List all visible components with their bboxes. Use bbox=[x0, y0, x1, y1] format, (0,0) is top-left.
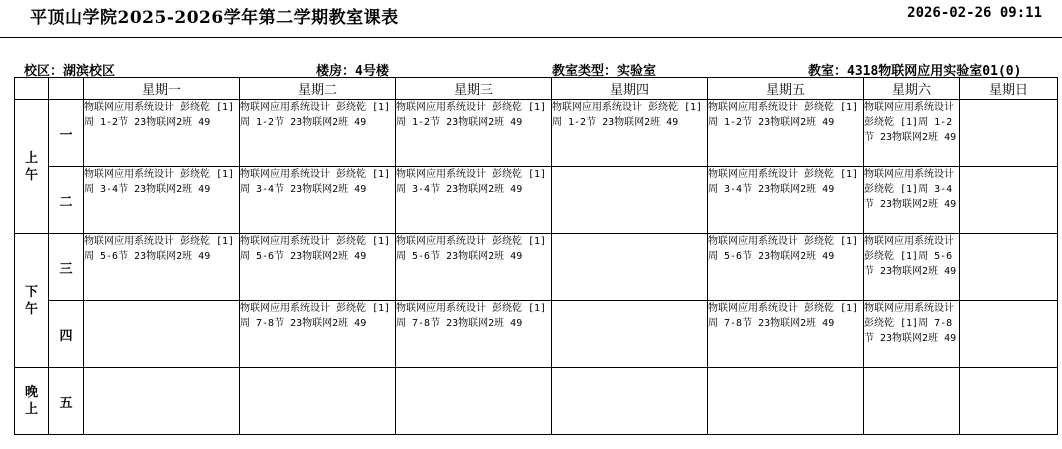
afternoon-group bbox=[15, 234, 49, 368]
course-cell: 物联网应用系统设计 彭绕乾 [1]周 5-6节 23物联网2班 49 bbox=[864, 234, 960, 301]
page-title: 平顶山学院2025-2026学年第二学期教室课表 bbox=[30, 8, 399, 28]
course-cell: 物联网应用系统设计 彭绕乾 [1]周 3-4节 23物联网2班 49 bbox=[396, 167, 552, 234]
day-header-row bbox=[15, 78, 1058, 100]
course-cell bbox=[864, 368, 960, 435]
room-label: 教室：4318物联网应用实验室01(0) bbox=[808, 64, 1022, 79]
course-cell: 物联网应用系统设计 彭绕乾 [1]周 5-6节 23物联网2班 49 bbox=[240, 234, 396, 301]
course-cell bbox=[960, 100, 1058, 167]
course-cell: 物联网应用系统设计 彭绕乾 [1]周 1-2节 23物联网2班 49 bbox=[84, 100, 240, 167]
group-char: 上 bbox=[24, 150, 38, 166]
period-row bbox=[15, 301, 1058, 368]
day-header: 星期三 bbox=[396, 78, 552, 100]
campus-label: 校区：湖滨校区 bbox=[24, 64, 116, 79]
course-cell bbox=[552, 301, 708, 368]
course-cell: 物联网应用系统设计 彭绕乾 [1]周 5-6节 23物联网2班 49 bbox=[708, 234, 864, 301]
period-label: 二 bbox=[49, 167, 84, 234]
building-label: 楼房：4号楼 bbox=[316, 64, 389, 79]
course-cell bbox=[396, 368, 552, 435]
course-cell: 物联网应用系统设计 彭绕乾 [1]周 1-2节 23物联网2班 49 bbox=[396, 100, 552, 167]
course-cell: 物联网应用系统设计 彭绕乾 [1]周 7-8节 23物联网2班 49 bbox=[864, 301, 960, 368]
group-char: 下 bbox=[24, 284, 38, 300]
period-row bbox=[15, 234, 1058, 301]
course-cell bbox=[552, 368, 708, 435]
course-cell: 物联网应用系统设计 彭绕乾 [1]周 5-6节 23物联网2班 49 bbox=[84, 234, 240, 301]
day-header: 星期二 bbox=[240, 78, 396, 100]
course-cell: 物联网应用系统设计 彭绕乾 [1]周 1-2节 23物联网2班 49 bbox=[552, 100, 708, 167]
course-cell bbox=[708, 368, 864, 435]
corner-cell bbox=[15, 78, 49, 100]
period-label: 三 bbox=[49, 234, 84, 301]
day-header: 星期一 bbox=[84, 78, 240, 100]
room-type-label: 教室类型：实验室 bbox=[552, 64, 657, 79]
period-row bbox=[15, 368, 1058, 435]
course-cell: 物联网应用系统设计 彭绕乾 [1]周 3-4节 23物联网2班 49 bbox=[240, 167, 396, 234]
course-cell: 物联网应用系统设计 彭绕乾 [1]周 7-8节 23物联网2班 49 bbox=[708, 301, 864, 368]
day-header: 星期六 bbox=[864, 78, 960, 100]
corner-cell bbox=[49, 78, 84, 100]
period-row bbox=[15, 100, 1058, 167]
course-cell bbox=[960, 234, 1058, 301]
course-cell bbox=[240, 368, 396, 435]
course-cell bbox=[552, 234, 708, 301]
course-cell: 物联网应用系统设计 彭绕乾 [1]周 5-6节 23物联网2班 49 bbox=[396, 234, 552, 301]
course-cell: 物联网应用系统设计 彭绕乾 [1]周 7-8节 23物联网2班 49 bbox=[240, 301, 396, 368]
day-header: 星期四 bbox=[552, 78, 708, 100]
course-cell bbox=[960, 368, 1058, 435]
period-label: 五 bbox=[49, 368, 84, 435]
course-cell: 物联网应用系统设计 彭绕乾 [1]周 7-8节 23物联网2班 49 bbox=[396, 301, 552, 368]
course-cell: 物联网应用系统设计 彭绕乾 [1]周 1-2节 23物联网2班 49 bbox=[864, 100, 960, 167]
course-cell bbox=[960, 301, 1058, 368]
course-cell bbox=[552, 167, 708, 234]
period-label: 一 bbox=[49, 100, 84, 167]
course-cell: 物联网应用系统设计 彭绕乾 [1]周 3-4节 23物联网2班 49 bbox=[708, 167, 864, 234]
period-label: 四 bbox=[49, 301, 84, 368]
course-cell: 物联网应用系统设计 彭绕乾 [1]周 3-4节 23物联网2班 49 bbox=[864, 167, 960, 234]
print-datetime: 2026-02-26 09:11 bbox=[907, 5, 1042, 21]
course-cell bbox=[84, 368, 240, 435]
timetable bbox=[14, 77, 1058, 435]
course-cell bbox=[84, 301, 240, 368]
day-header: 星期五 bbox=[708, 78, 864, 100]
group-char: 上 bbox=[24, 402, 38, 417]
group-char: 午 bbox=[24, 167, 38, 183]
header-divider bbox=[0, 37, 1062, 38]
course-cell: 物联网应用系统设计 彭绕乾 [1]周 1-2节 23物联网2班 49 bbox=[708, 100, 864, 167]
course-cell: 物联网应用系统设计 彭绕乾 [1]周 3-4节 23物联网2班 49 bbox=[84, 167, 240, 234]
course-cell bbox=[960, 167, 1058, 234]
evening-group bbox=[15, 368, 49, 435]
day-header: 星期日 bbox=[960, 78, 1058, 100]
course-cell: 物联网应用系统设计 彭绕乾 [1]周 1-2节 23物联网2班 49 bbox=[240, 100, 396, 167]
period-row bbox=[15, 167, 1058, 234]
morning-group bbox=[15, 100, 49, 234]
group-char: 午 bbox=[24, 301, 38, 317]
group-char: 晚 bbox=[24, 385, 38, 400]
